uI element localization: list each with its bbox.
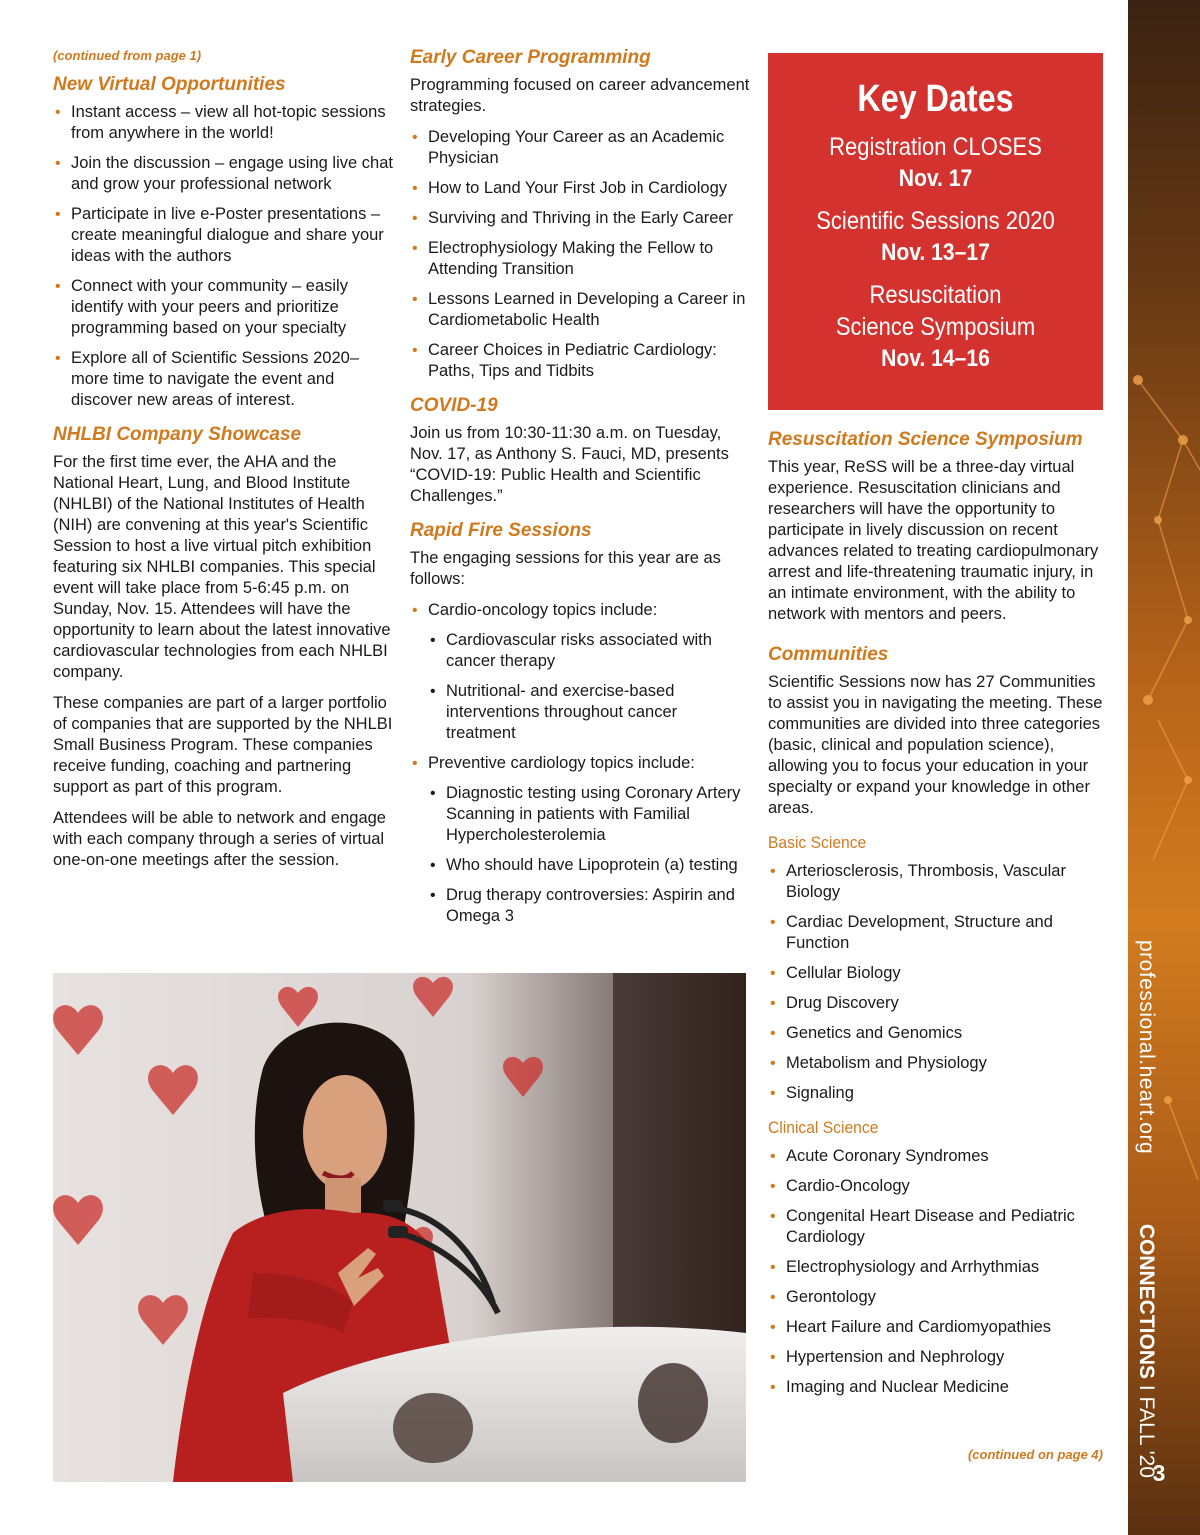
key-date-group	[768, 131, 1103, 195]
list-item: • Drug Discovery	[768, 993, 1108, 1014]
key-date-label: Registration CLOSES	[829, 133, 1042, 161]
list-item: • Electrophysiology and Arrhythmias	[768, 1257, 1108, 1278]
list-item: • Diagnostic testing using Coronary Artery Scanning in patients with Familial Hypercholesterolemia	[428, 783, 750, 846]
list-item: • Explore all of Scientific Sessions 2020– more time to navigate the event and discover new areas of interest.	[53, 348, 393, 411]
list-item: • Electrophysiology Making the Fellow to Attending Transition	[410, 238, 750, 280]
list-item: • Career Choices in Pediatric Cardiology: Paths, Tips and Tidbits	[410, 340, 750, 382]
subheading-basic-science: Basic Science	[768, 832, 867, 852]
heading-nhlbi-showcase: NHLBI Company Showcase	[53, 423, 302, 445]
basic-science-list	[768, 861, 1108, 1104]
list-item: • Who should have Lipoprotein (a) testing	[428, 855, 750, 876]
heading-new-virtual-opportunities: New Virtual Opportunities	[53, 74, 286, 95]
covid-paragraph: Join us from 10:30-11:30 a.m. on Tuesday, Nov. 17, as Anthony S. Fauci, MD, presents “COVID-19: Public Health and Scientific Challenges.”	[410, 423, 729, 505]
communities-paragraph: Scientific Sessions now has 27 Communities to assist you in navigating the meeting. These communities are divided into three categories (basic, clinical and population science), allowing you to focus your education in your specialty or expand your knowledge in other areas.	[768, 672, 1103, 817]
list-item: • Heart Failure and Cardiomyopathies	[768, 1317, 1108, 1338]
rapid-fire-list	[410, 600, 750, 927]
heading-early-career: Early Career Programming	[410, 47, 651, 68]
continued-from-note: (continued from page 1)	[53, 48, 202, 63]
list-item: • Instant access – view all hot-topic sessions from anywhere in the world!	[53, 102, 393, 144]
nhlbi-paragraph: These companies are part of a larger portfolio of companies that are supported by the NHLBI Small Business Program. These companies receive funding, coaching and partnering support as part of this program.	[53, 693, 393, 796]
key-date-group	[768, 279, 1103, 375]
heading-communities: Communities	[768, 643, 889, 665]
list-item: • Imaging and Nuclear Medicine	[768, 1377, 1108, 1398]
heading-resuscitation-symposium: Resuscitation Science Symposium	[768, 429, 1083, 450]
key-date-value: Nov. 17	[898, 165, 973, 192]
list-item: • Genetics and Genomics	[768, 1023, 1108, 1044]
clinical-science-list	[768, 1146, 1108, 1398]
continued-on-note: (continued on page 4)	[967, 1447, 1103, 1462]
early-career-intro: Programming focused on career advancement strategies.	[410, 75, 750, 115]
issue-label: I FALL '20	[1135, 1379, 1158, 1478]
list-item: • Cardiovascular risks associated with cancer therapy	[428, 630, 750, 672]
list-item: • Signaling	[768, 1083, 1108, 1104]
list-item: • Cellular Biology	[768, 963, 1108, 984]
column-middle	[410, 48, 750, 939]
key-date-label-line2: Science Symposium	[835, 313, 1036, 341]
key-date-label: Scientific Sessions 2020	[816, 207, 1055, 235]
list-item: • Lessons Learned in Developing a Career in Cardiometabolic Health	[410, 289, 750, 331]
magazine-name: CONNECTIONS	[1135, 1223, 1158, 1379]
list-item: • How to Land Your First Job in Cardiology	[410, 178, 750, 199]
list-item	[410, 600, 750, 744]
list-item: • Arteriosclerosis, Thrombosis, Vascular Biology	[768, 861, 1108, 903]
key-date-group	[768, 205, 1103, 269]
list-item: • Drug therapy controversies: Aspirin and Omega 3	[428, 885, 750, 927]
list-item: • Nutritional- and exercise-based interventions throughout cancer treatment	[428, 681, 750, 744]
key-date-label: Resuscitation	[869, 281, 1002, 309]
rapid-fire-intro: The engaging sessions for this year are as follows:	[410, 548, 721, 588]
column-left	[53, 48, 393, 881]
page-number: 3	[1152, 1460, 1166, 1486]
list-item: • Cardiac Development, Structure and Function	[768, 912, 1108, 954]
nested-list	[428, 630, 750, 744]
subheading-clinical-science: Clinical Science	[768, 1117, 879, 1137]
key-date-value: Nov. 14–16	[881, 345, 990, 372]
ress-paragraph: This year, ReSS will be a three-day virtual experience. Resuscitation clinicians and researchers will have the opportunity to participate in lively discussion on recent advances related to treating cardiopulmonary arrest and life-threatening traumatic injury, in an intimate environment, with the ability to network with mentors and peers.	[768, 457, 1099, 623]
nhlbi-paragraph: For the first time ever, the AHA and the National Heart, Lung, and Blood Institute (NHLBI) of the National Institutes of Health (NIH) are convening at this year's Scientific Session to host a live virtual pitch exhibition featuring six NHLBI companies. This special event will take place from 5-6:45 p.m. on Sunday, Nov. 15. Attendees will have the opportunity to learn about the latest innovative cardiovascular technologies from each NHLBI company.	[53, 452, 391, 681]
list-item: • Join the discussion – engage using live chat and grow your professional network	[53, 153, 393, 195]
speaker-photo	[53, 973, 746, 1482]
list-item: • Cardio-Oncology	[768, 1176, 1108, 1197]
key-date-value: Nov. 13–17	[881, 239, 990, 266]
list-item	[410, 753, 750, 927]
list-item: • Participate in live e-Poster presentations – create meaningful dialogue and share your ideas with the authors	[53, 204, 393, 267]
column-right	[768, 430, 1108, 1410]
heading-covid-19: COVID-19	[410, 394, 498, 416]
topic-label: Cardio-oncology topics include:	[428, 600, 658, 619]
speaker-illustration	[53, 973, 746, 1482]
sidebar-vertical-text	[1134, 940, 1158, 1478]
early-career-list	[410, 127, 750, 382]
key-dates-box	[768, 53, 1103, 410]
nested-list	[428, 783, 750, 927]
list-item: • Metabolism and Physiology	[768, 1053, 1108, 1074]
virtual-opportunities-list	[53, 102, 393, 411]
nhlbi-paragraph: Attendees will be able to network and engage with each company through a series of virtual one-on-one meetings after the session.	[53, 808, 386, 869]
list-item: • Connect with your community – easily identify with your peers and prioritize programming based on your specialty	[53, 276, 393, 339]
key-dates-title: Key Dates	[857, 78, 1014, 120]
list-item: • Surviving and Thriving in the Early Career	[410, 208, 750, 229]
list-item: • Acute Coronary Syndromes	[768, 1146, 1108, 1167]
list-item: • Hypertension and Nephrology	[768, 1347, 1108, 1368]
website-url: professional.heart.org	[1135, 940, 1158, 1155]
heading-rapid-fire: Rapid Fire Sessions	[410, 519, 592, 541]
list-item: • Gerontology	[768, 1287, 1108, 1308]
topic-label: Preventive cardiology topics include:	[428, 753, 695, 772]
list-item: • Developing Your Career as an Academic Physician	[410, 127, 750, 169]
list-item: • Congenital Heart Disease and Pediatric Cardiology	[768, 1206, 1108, 1248]
